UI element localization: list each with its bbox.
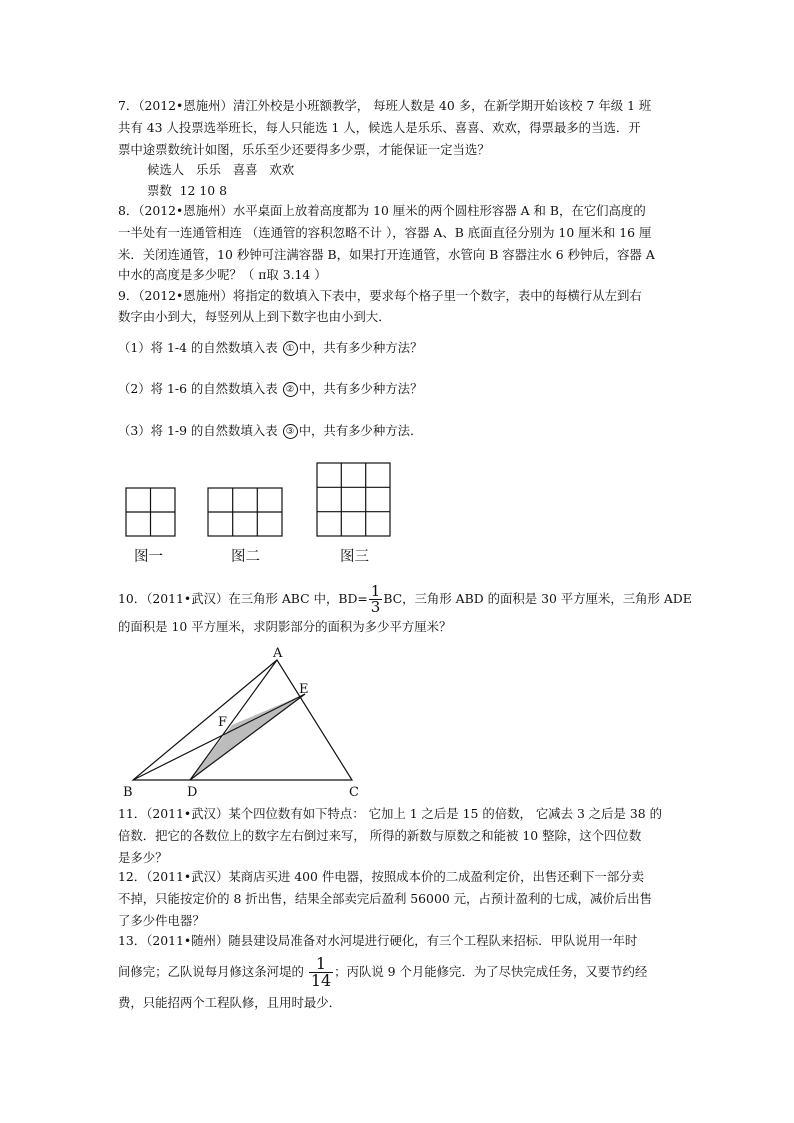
q9-sub-2: （2）将 1-6 的自然数填入表 ② 中，共有多少种方法？ [118, 381, 423, 396]
q12-line-2: 不掉，只能按定价的 8 折出售，结果全部卖完后盈利 56000 元，占预计盈利的七成，减价后出售 [118, 891, 652, 906]
point-label-f: F [218, 715, 228, 730]
table-marker-1: ① [283, 341, 298, 356]
q7-table-row-votes: 票数 12 10 8 [147, 183, 227, 198]
q13-line-2: 间修完；乙队说每月修这条河堤的 $\frac{1}{14}$ ；丙队说 9 个月能修完．为了尽快完成任务，又要节约经 [118, 954, 648, 990]
q11-line-2: 倍数．把它的各数位上的数字左右倒过来写， 所得的新数与原数之和能被 10 整除，这个四位数 [118, 828, 642, 843]
q9-sub-3: （3）将 1-9 的自然数填入表 ③ 中，共有多少种方法． [118, 423, 423, 438]
point-label-e: E [299, 682, 309, 697]
q8-line-4: 中水的高度是多少呢？（ π取 3.14 ） [118, 267, 327, 282]
vertex-label-a: A [273, 646, 283, 661]
q10-line-2: 的面积是 10 平方厘米，求阴影部分的面积为多少平方厘米？ [118, 619, 452, 634]
q13-line-1: 13．（2011•随州）随县建设局准备对水河堤进行硬化，有三个工程队来招标．甲队说用一年时 [118, 933, 638, 948]
q11-line-1: 11．（2011•武汉）某个四位数有如下特点： 它加上 1 之后是 15 的倍数， 它减去 3 之后是 38 的 [118, 806, 662, 821]
q8-line-3: 米．关闭连通管，10 秒钟可注满容器 B，如果打开连通管，水管向 B 容器注水 6 秒钟后，容器 A [118, 247, 655, 262]
fraction-one-third: $\frac{1}{3}$ [370, 582, 381, 616]
figure-1-caption: 图一 [134, 549, 163, 565]
q8-line-1: 8．（2012•恩施州）水平桌面上放着高度都为 10 厘米的两个圆柱形容器 A 和 B，在它们高度的 [118, 203, 646, 218]
q7-table-row-candidates: 候选人 乐乐 喜喜 欢欢 [147, 162, 295, 177]
q7-line-3: 票中途票数统计如图，乐乐至少还要得多少票，才能保证一定当选？ [118, 142, 490, 157]
vertex-label-c: C [349, 785, 359, 800]
q11-line-3: 是多少？ [118, 850, 168, 865]
point-label-d: D [187, 785, 198, 800]
q9-line-2: 数字由小到大，每竖列从上到下数字也由小到大． [118, 309, 391, 324]
triangle-lines [133, 660, 352, 780]
q12-line-1: 12．（2011•武汉）某商店买进 400 件电器，按照成本价的二成盈利定价，出售还剩下一部分卖 [118, 869, 644, 884]
q7-line-1: 7．（2012•恩施州）清江外校是小班额教学， 每班人数是 40 多，在新学期开始该校 7 年级 1 班 [118, 98, 652, 113]
q13-line-3: 费，只能招两个工程队修，且用时最少． [118, 995, 342, 1010]
table-marker-2: ② [283, 382, 298, 397]
figure-2-caption: 图二 [231, 549, 260, 565]
q9-line-1: 9．（2012•恩施州）将指定的数填入下表中，要求每个格子里一个数字，表中的每横行从左到右 [118, 288, 642, 303]
fraction-one-fourteenth: $\frac{1}{14}$ [310, 954, 332, 990]
q9-sub-1: （1）将 1-4 的自然数填入表 ① 中，共有多少种方法？ [118, 340, 423, 355]
q7-line-2: 共有 43 人投票选举班长，每人只能选 1 人，候选人是乐乐、喜喜、欢欢，得票最多的当选．开 [118, 120, 641, 135]
q12-line-3: 了多少件电器？ [118, 913, 205, 928]
q8-line-2: 一半处有一连通管相连 （连通管的容积忽略不计 ），容器 A、B 底面直径分别为 10 厘米和 16 厘 [118, 225, 652, 240]
vertex-label-b: B [123, 785, 133, 800]
figure-3-caption: 图三 [340, 549, 369, 565]
q10-line-1: 10．（2011•武汉）在三角形 ABC 中，BD= $\frac{1}{3}$ BC，三角形 ABD 的面积是 30 平方厘米，三角形 ADE [118, 582, 692, 616]
table-marker-3: ③ [283, 424, 298, 439]
